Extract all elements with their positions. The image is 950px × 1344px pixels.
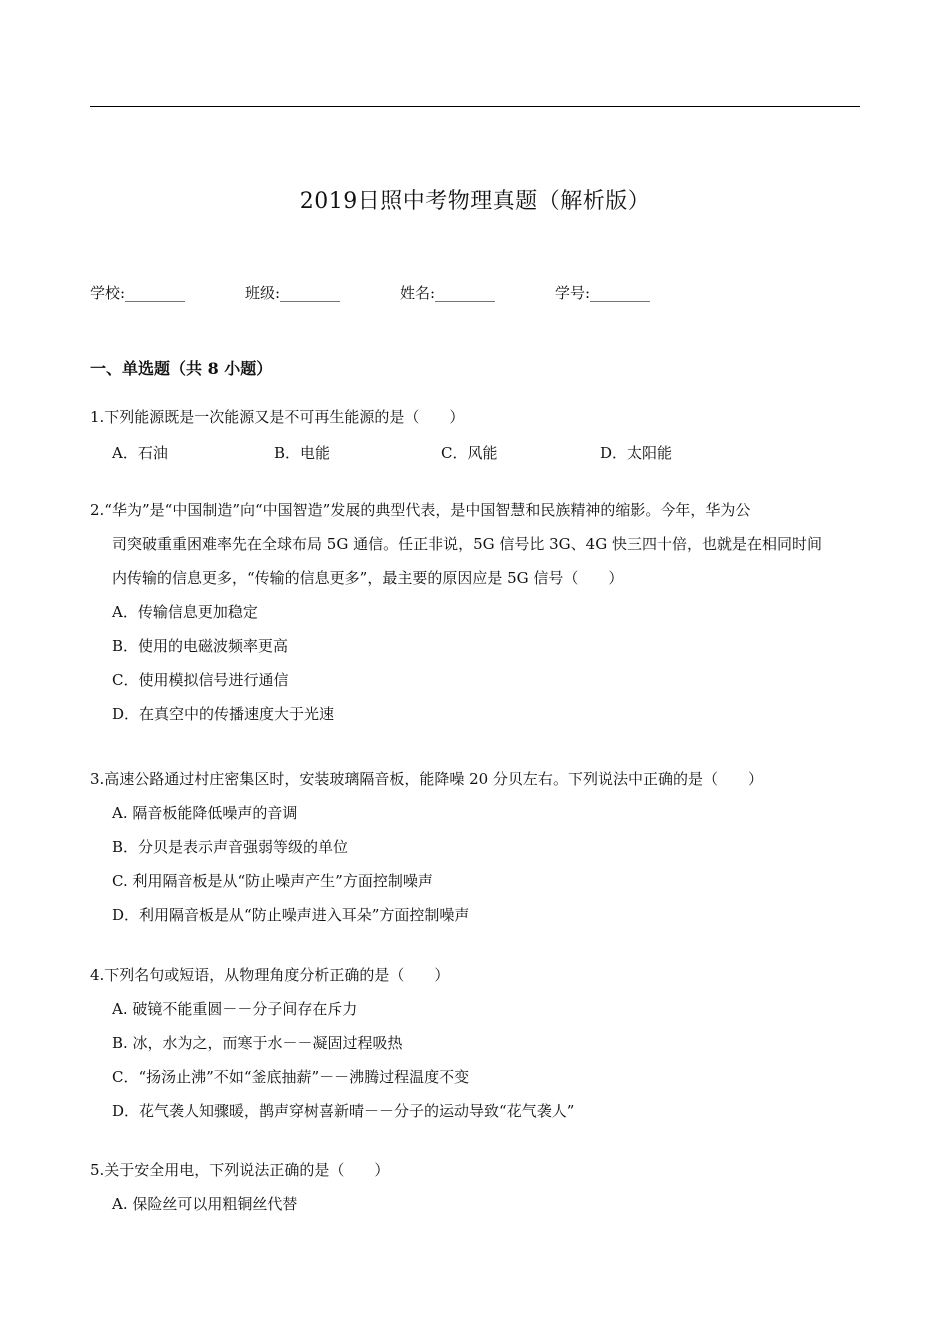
- option-d: D．花气袭人知骤暖，鹊声穿树喜新晴－－分子的运动导致“花气袭人”: [112, 1102, 575, 1120]
- school-field: 学校:________: [90, 284, 186, 302]
- option-b: B．使用的电磁波频率更高: [112, 637, 289, 655]
- question-stem: 2.“华为”是“中国制造”向“中国智造”发展的典型代表，是中国智慧和民族精神的缩影。今年，华为公: [90, 501, 751, 519]
- question-2: [90, 497, 865, 735]
- question-4: [90, 962, 865, 1132]
- option-b: B. 冰，水为之，而寒于水－－凝固过程吸热: [112, 1034, 403, 1052]
- question-stem: 4.下列名句或短语，从物理角度分析正确的是（ ）: [90, 966, 450, 984]
- option-c: C. 利用隔音板是从“防止噪声产生”方面控制噪声: [112, 872, 433, 890]
- question-5: [90, 1157, 865, 1225]
- page-title: 2019日照中考物理真题（解析版）: [299, 189, 651, 214]
- student-number-field: 学号:________: [555, 284, 651, 302]
- option-b: B．电能: [274, 444, 331, 462]
- name-field: 姓名:________: [400, 284, 496, 302]
- option-d: D．在真空中的传播速度大于光速: [112, 705, 335, 723]
- class-field: 班级:________: [245, 284, 341, 302]
- question-stem: 5.关于安全用电，下列说法正确的是（ ）: [90, 1161, 390, 1179]
- question-stem: 1.下列能源既是一次能源又是不可再生能源的是（ ）: [90, 408, 465, 426]
- option-c: C．“扬汤止沸”不如“釜底抽薪”－－沸腾过程温度不变: [112, 1068, 470, 1086]
- header-rule: [90, 106, 860, 107]
- option-a: A．石油: [112, 444, 168, 462]
- question-stem-continued: 内传输的信息更多，“传输的信息更多”，最主要的原因应是 5G 信号（ ）: [112, 569, 624, 587]
- option-a: A. 保险丝可以用粗铜丝代替: [112, 1195, 298, 1213]
- option-b: B．分贝是表示声音强弱等级的单位: [112, 838, 349, 856]
- option-d: D．太阳能: [600, 444, 673, 462]
- option-a: A. 隔音板能降低噪声的音调: [112, 804, 298, 822]
- question-1: [90, 404, 865, 438]
- question-stem: 3.高速公路通过村庄密集区时，安装玻璃隔音板，能降噪 20 分贝左右。下列说法中正确的是（ ）: [90, 770, 763, 788]
- student-info-row: [90, 282, 710, 303]
- question-stem-continued: 司突破重重困难率先在全球布局 5G 通信。任正非说，5G 信号比 3G、4G 快三四十倍，也就是在相同时间: [112, 535, 822, 553]
- option-a: A．传输信息更加稳定: [112, 603, 258, 621]
- option-a: A. 破镜不能重圆－－分子间存在斥力: [112, 1000, 358, 1018]
- question-3: [90, 766, 865, 936]
- option-c: C．风能: [441, 444, 498, 462]
- option-c: C．使用模拟信号进行通信: [112, 671, 289, 689]
- option-d: D．利用隔音板是从“防止噪声进入耳朵”方面控制噪声: [112, 906, 470, 924]
- section-heading: 一、单选题（共 8 小题）: [90, 359, 273, 378]
